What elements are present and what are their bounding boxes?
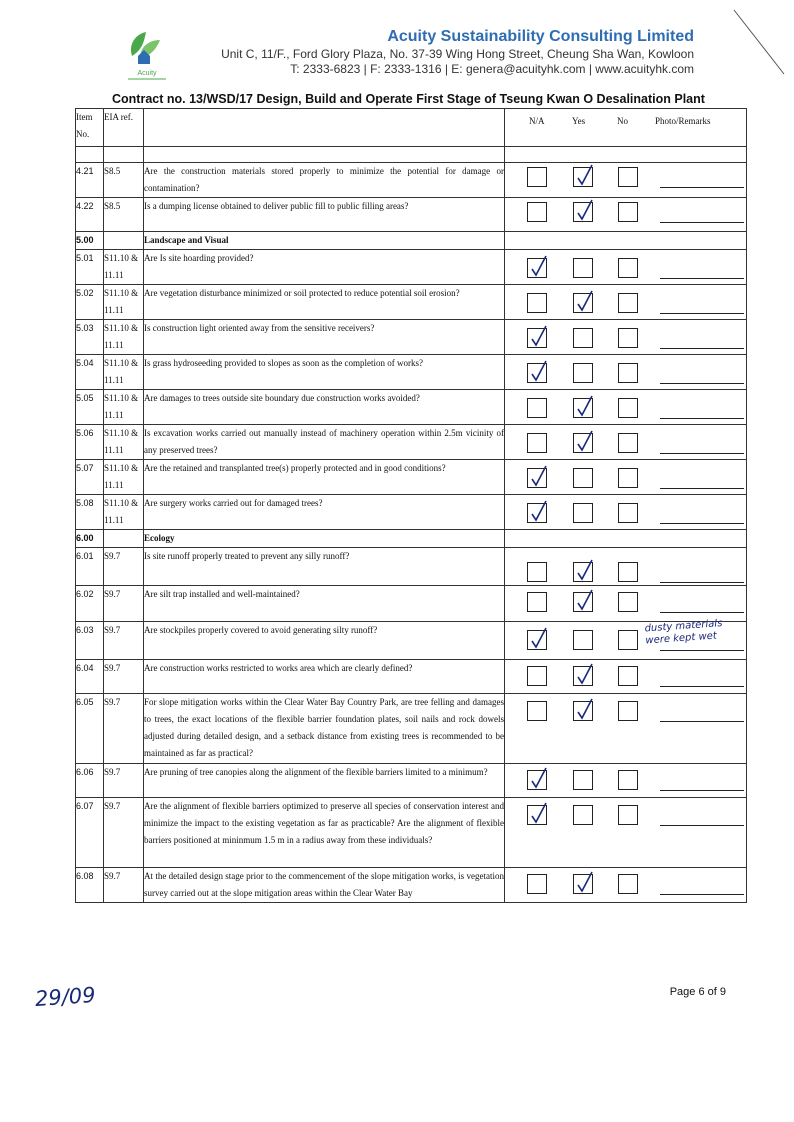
item-number: 5.02 bbox=[76, 285, 104, 320]
na-checkbox[interactable] bbox=[527, 874, 547, 894]
no-checkbox[interactable] bbox=[618, 363, 638, 383]
item-number: 5.04 bbox=[76, 355, 104, 390]
yes-checkbox[interactable] bbox=[573, 433, 593, 453]
na-checkbox[interactable] bbox=[527, 503, 547, 523]
answer-cell bbox=[505, 586, 747, 622]
eia-ref: S11.10 & 11.11 bbox=[104, 495, 144, 530]
yes-checkbox[interactable] bbox=[573, 592, 593, 612]
remark-line[interactable] bbox=[660, 313, 744, 314]
table-row bbox=[76, 868, 747, 903]
item-number: 5.03 bbox=[76, 320, 104, 355]
company-block bbox=[221, 28, 694, 76]
col-header-item: Item No. bbox=[76, 109, 104, 147]
answer-cell bbox=[505, 390, 747, 425]
answer-cell bbox=[505, 495, 747, 530]
answer-cell bbox=[505, 460, 747, 495]
yes-checkbox[interactable] bbox=[573, 167, 593, 187]
spacer-row bbox=[76, 147, 747, 163]
col-header-answers bbox=[505, 109, 747, 147]
answer-cell bbox=[505, 868, 747, 903]
check-mark-icon bbox=[572, 197, 598, 225]
answer-cell bbox=[505, 694, 747, 764]
no-checkbox[interactable] bbox=[618, 433, 638, 453]
yes-checkbox[interactable] bbox=[573, 398, 593, 418]
table-row bbox=[76, 586, 747, 622]
remark-line[interactable] bbox=[660, 582, 744, 583]
yes-checkbox[interactable] bbox=[573, 293, 593, 313]
remark-line[interactable] bbox=[660, 488, 744, 489]
remark-line[interactable] bbox=[660, 383, 744, 384]
remark-line[interactable] bbox=[660, 453, 744, 454]
answer-cell bbox=[505, 798, 747, 868]
remark-line[interactable] bbox=[660, 418, 744, 419]
company-contact: T: 2333-6823 | F: 2333-1316 | E: genera@acuityhk.com | www.acuityhk.com bbox=[290, 62, 694, 76]
question-text: Are surgery works carried out for damaged trees? bbox=[144, 495, 505, 530]
no-checkbox[interactable] bbox=[618, 258, 638, 278]
question-text: Are construction works restricted to works area which are clearly defined? bbox=[144, 660, 505, 694]
item-number: 5.08 bbox=[76, 495, 104, 530]
table-row bbox=[76, 460, 747, 495]
answer-cell bbox=[505, 530, 747, 548]
yes-checkbox[interactable] bbox=[573, 874, 593, 894]
question-text: Is a dumping license obtained to deliver public fill to public filling areas? bbox=[144, 198, 505, 232]
question-text: At the detailed design stage prior to the commencement of the slope mitigation works, is vegetation survey carried out at the slope mitigation areas within the Clear Water Bay bbox=[144, 868, 505, 903]
table-row bbox=[76, 764, 747, 798]
remark-line[interactable] bbox=[660, 790, 744, 791]
eia-ref: S11.10 & 11.11 bbox=[104, 250, 144, 285]
col-header-remarks: Photo/Remarks bbox=[655, 116, 711, 126]
na-checkbox[interactable] bbox=[527, 770, 547, 790]
eia-ref: S9.7 bbox=[104, 798, 144, 868]
na-checkbox[interactable] bbox=[527, 805, 547, 825]
answer-cell bbox=[505, 250, 747, 285]
check-mark-icon bbox=[526, 498, 552, 526]
eia-ref: S11.10 & 11.11 bbox=[104, 355, 144, 390]
section-row bbox=[76, 530, 747, 548]
check-mark-icon bbox=[572, 393, 598, 421]
answer-cell bbox=[505, 548, 747, 586]
question-text: Are Is site hoarding provided? bbox=[144, 250, 505, 285]
table-row bbox=[76, 285, 747, 320]
table-row bbox=[76, 355, 747, 390]
question-text: Are silt trap installed and well-maintained? bbox=[144, 586, 505, 622]
table-row bbox=[76, 694, 747, 764]
eia-ref: S11.10 & 11.11 bbox=[104, 320, 144, 355]
question-text: Are pruning of tree canopies along the alignment of the flexible barriers limited to a minimum? bbox=[144, 764, 505, 798]
company-logo bbox=[118, 26, 176, 82]
remark-line[interactable] bbox=[660, 523, 744, 524]
handwritten-date: 29/09 bbox=[34, 982, 97, 1012]
no-checkbox[interactable] bbox=[618, 503, 638, 523]
no-checkbox[interactable] bbox=[618, 468, 638, 488]
no-checkbox[interactable] bbox=[618, 770, 638, 790]
answer-cell bbox=[505, 232, 747, 250]
eia-ref: S8.5 bbox=[104, 163, 144, 198]
eia-ref: S9.7 bbox=[104, 622, 144, 660]
question-text: Are the retained and transplanted tree(s) properly protected and in good conditions? bbox=[144, 460, 505, 495]
no-checkbox[interactable] bbox=[618, 701, 638, 721]
answer-cell bbox=[505, 764, 747, 798]
check-mark-icon bbox=[526, 323, 552, 351]
yes-checkbox[interactable] bbox=[573, 701, 593, 721]
na-checkbox[interactable] bbox=[527, 293, 547, 313]
item-number: 6.03 bbox=[76, 622, 104, 660]
remark-line[interactable] bbox=[660, 686, 744, 687]
answer-cell bbox=[505, 198, 747, 232]
yes-checkbox[interactable] bbox=[573, 805, 593, 825]
na-checkbox[interactable] bbox=[527, 398, 547, 418]
no-checkbox[interactable] bbox=[618, 592, 638, 612]
na-checkbox[interactable] bbox=[527, 258, 547, 278]
na-checkbox[interactable] bbox=[527, 666, 547, 686]
item-number: 6.02 bbox=[76, 586, 104, 622]
item-number: 5.00 bbox=[76, 232, 104, 250]
table-row bbox=[76, 660, 747, 694]
na-checkbox[interactable] bbox=[527, 167, 547, 187]
na-checkbox[interactable] bbox=[527, 592, 547, 612]
eia-ref: S11.10 & 11.11 bbox=[104, 460, 144, 495]
eia-ref: S9.7 bbox=[104, 694, 144, 764]
question-text: Are vegetation disturbance minimized or soil protected to reduce potential soil erosion? bbox=[144, 285, 505, 320]
item-number: 5.07 bbox=[76, 460, 104, 495]
table-row bbox=[76, 320, 747, 355]
na-checkbox[interactable] bbox=[527, 202, 547, 222]
contract-title: Contract no. 13/WSD/17 Design, Build and Operate First Stage of Tseung Kwan O Desalination Plant bbox=[112, 92, 705, 106]
item-number: 5.01 bbox=[76, 250, 104, 285]
page-number: Page 6 of 9 bbox=[669, 986, 726, 998]
no-checkbox[interactable] bbox=[618, 398, 638, 418]
na-checkbox[interactable] bbox=[527, 701, 547, 721]
item-number: 6.00 bbox=[76, 530, 104, 548]
check-mark-icon bbox=[572, 869, 598, 897]
eia-ref: S9.7 bbox=[104, 868, 144, 903]
question-text: Is grass hydroseeding provided to slopes as soon as the completion of works? bbox=[144, 355, 505, 390]
section-row bbox=[76, 232, 747, 250]
answer-cell bbox=[505, 163, 747, 198]
company-address: Unit C, 11/F., Ford Glory Plaza, No. 37-39 Wing Hong Street, Cheung Sha Wan, Kowloon bbox=[221, 47, 694, 61]
item-number: 6.04 bbox=[76, 660, 104, 694]
no-checkbox[interactable] bbox=[618, 805, 638, 825]
item-number: 4.22 bbox=[76, 198, 104, 232]
item-number: 6.01 bbox=[76, 548, 104, 586]
answer-cell bbox=[505, 660, 747, 694]
question-text: Are the construction materials stored properly to minimize the potential for damage or contamination? bbox=[144, 163, 505, 198]
remark-line[interactable] bbox=[660, 894, 744, 895]
item-number: 4.21 bbox=[76, 163, 104, 198]
question-text: For slope mitigation works within the Clear Water Bay Country Park, are tree felling and damages to trees, the exact locations of the flexible barrier foundation plates, soil nails and rock dowels adjusted during detailed design, and a setback distance from existing trees is recommended to be maintained as far as practical? bbox=[144, 694, 505, 764]
item-number: 6.05 bbox=[76, 694, 104, 764]
yes-checkbox[interactable] bbox=[573, 363, 593, 383]
eia-ref bbox=[104, 232, 144, 250]
section-heading: Ecology bbox=[144, 530, 505, 548]
check-mark-icon bbox=[526, 800, 552, 828]
table-row bbox=[76, 425, 747, 460]
question-text: Is site runoff properly treated to prevent any silly runoff? bbox=[144, 548, 505, 586]
margin-pen-stroke bbox=[730, 8, 790, 78]
table-row bbox=[76, 622, 747, 660]
eia-ref: S11.10 & 11.11 bbox=[104, 425, 144, 460]
remark-line[interactable] bbox=[660, 278, 744, 279]
section-heading: Landscape and Visual bbox=[144, 232, 505, 250]
col-header-eia: EIA ref. bbox=[104, 109, 144, 147]
table-row bbox=[76, 798, 747, 868]
question-text: Are the alignment of flexible barriers optimized to preserve all species of conservation interest and minimize the impact to the existing vegetation as far as practicable? Are the alignment of flexible barriers positioned at mininmum 1.5 m in a radius away from these individuals? bbox=[144, 798, 505, 868]
no-checkbox[interactable] bbox=[618, 328, 638, 348]
check-mark-icon bbox=[572, 587, 598, 615]
table-row bbox=[76, 548, 747, 586]
no-checkbox[interactable] bbox=[618, 562, 638, 582]
eia-ref: S9.7 bbox=[104, 660, 144, 694]
eia-ref: S9.7 bbox=[104, 548, 144, 586]
col-header-na: N/A bbox=[529, 116, 545, 126]
eia-ref bbox=[104, 530, 144, 548]
company-name: Acuity Sustainability Consulting Limited bbox=[387, 28, 694, 45]
na-checkbox[interactable] bbox=[527, 468, 547, 488]
no-checkbox[interactable] bbox=[618, 167, 638, 187]
check-mark-icon bbox=[572, 288, 598, 316]
remark-line[interactable] bbox=[660, 348, 744, 349]
answer-cell bbox=[505, 618, 747, 660]
na-checkbox[interactable] bbox=[527, 630, 547, 650]
no-checkbox[interactable] bbox=[618, 202, 638, 222]
eia-ref: S9.7 bbox=[104, 586, 144, 622]
logo-text: Acuity bbox=[137, 70, 157, 77]
eia-ref: S8.5 bbox=[104, 198, 144, 232]
item-number: 6.08 bbox=[76, 868, 104, 903]
remark-line[interactable] bbox=[660, 721, 744, 722]
na-checkbox[interactable] bbox=[527, 562, 547, 582]
check-mark-icon bbox=[526, 765, 552, 793]
answer-cell bbox=[505, 425, 747, 460]
item-number: 5.06 bbox=[76, 425, 104, 460]
yes-checkbox[interactable] bbox=[573, 630, 593, 650]
yes-checkbox[interactable] bbox=[573, 202, 593, 222]
check-mark-icon bbox=[572, 162, 598, 190]
remark-line[interactable] bbox=[660, 187, 744, 188]
check-mark-icon bbox=[526, 358, 552, 386]
yes-checkbox[interactable] bbox=[573, 666, 593, 686]
yes-checkbox[interactable] bbox=[573, 562, 593, 582]
table-row bbox=[76, 495, 747, 530]
eia-ref: S11.10 & 11.11 bbox=[104, 390, 144, 425]
col-header-no: No bbox=[617, 116, 628, 126]
check-mark-icon bbox=[572, 557, 598, 585]
table-row bbox=[76, 390, 747, 425]
check-mark-icon bbox=[572, 661, 598, 689]
yes-checkbox[interactable] bbox=[573, 328, 593, 348]
remark-line[interactable] bbox=[660, 222, 744, 223]
no-checkbox[interactable] bbox=[618, 293, 638, 313]
col-header-question bbox=[144, 109, 505, 147]
remark-line[interactable] bbox=[660, 825, 744, 826]
item-number: 5.05 bbox=[76, 390, 104, 425]
check-mark-icon bbox=[526, 625, 552, 653]
question-text: Is excavation works carried out manually instead of machinery operation within 2.5m vicinity of any preserved trees? bbox=[144, 425, 505, 460]
na-checkbox[interactable] bbox=[527, 328, 547, 348]
table-row bbox=[76, 250, 747, 285]
answer-cell bbox=[505, 355, 747, 390]
na-checkbox[interactable] bbox=[527, 363, 547, 383]
check-mark-icon bbox=[572, 428, 598, 456]
item-number: 6.07 bbox=[76, 798, 104, 868]
checklist-table bbox=[75, 108, 747, 903]
check-mark-icon bbox=[572, 696, 598, 724]
yes-checkbox[interactable] bbox=[573, 503, 593, 523]
remark-line[interactable] bbox=[660, 612, 744, 613]
question-text: Are stockpiles properly covered to avoid generating silty runoff? bbox=[144, 622, 505, 660]
no-checkbox[interactable] bbox=[618, 666, 638, 686]
eia-ref: S11.10 & 11.11 bbox=[104, 285, 144, 320]
question-text: Are damages to trees outside site boundary due construction works avoided? bbox=[144, 390, 505, 425]
yes-checkbox[interactable] bbox=[573, 770, 593, 790]
check-mark-icon bbox=[526, 253, 552, 281]
question-text: Is construction light oriented away from the sensitive receivers? bbox=[144, 320, 505, 355]
table-row bbox=[76, 198, 747, 232]
eia-ref: S9.7 bbox=[104, 764, 144, 798]
item-number: 6.06 bbox=[76, 764, 104, 798]
handwritten-remark: dusty materials were kept wet bbox=[644, 618, 723, 647]
col-header-yes: Yes bbox=[572, 116, 586, 126]
remark-line[interactable] bbox=[660, 650, 744, 651]
check-mark-icon bbox=[526, 463, 552, 491]
yes-checkbox[interactable] bbox=[573, 468, 593, 488]
no-checkbox[interactable] bbox=[618, 874, 638, 894]
na-checkbox[interactable] bbox=[527, 433, 547, 453]
no-checkbox[interactable] bbox=[618, 630, 638, 650]
answer-cell bbox=[505, 320, 747, 355]
yes-checkbox[interactable] bbox=[573, 258, 593, 278]
answer-cell bbox=[505, 285, 747, 320]
table-row bbox=[76, 163, 747, 198]
